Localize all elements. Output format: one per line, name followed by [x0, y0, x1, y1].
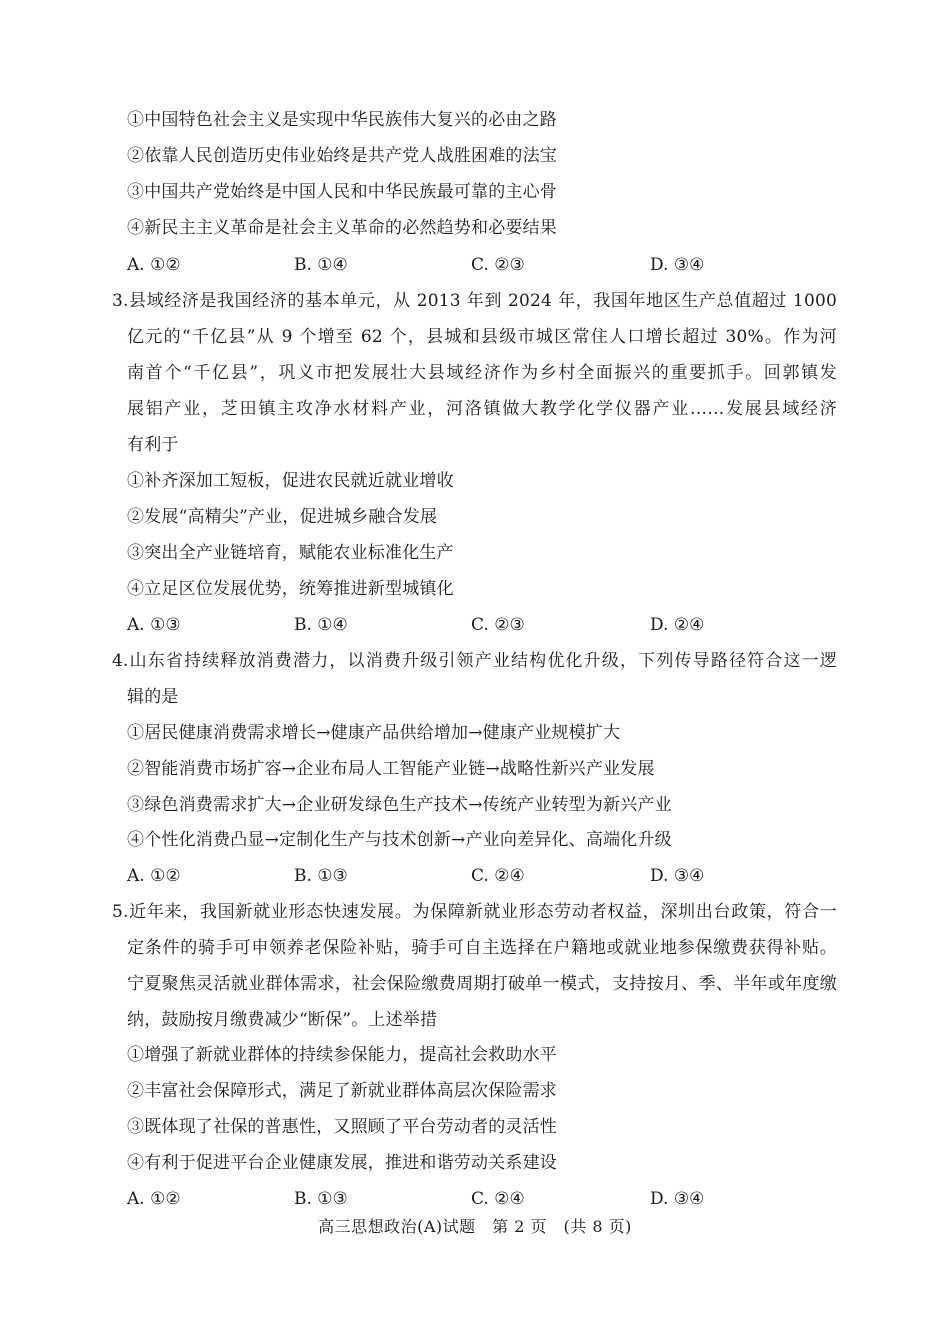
q4-option-b: B. ①③ — [294, 866, 348, 886]
q3-option-b: B. ①④ — [294, 615, 348, 635]
q5-item-1: ①增强了新就业群体的持续参保能力，提高社会救助水平 — [127, 1045, 557, 1065]
page-footer: 高三思想政治(A)试题 第 2 页 (共 8 页) — [318, 1217, 632, 1236]
q5-option-b: B. ①③ — [294, 1189, 348, 1209]
q2-options — [127, 253, 837, 277]
q5-item-2: ②丰富社会保障形式，满足了新就业群体高层次保险需求 — [127, 1081, 557, 1101]
q5-stem-line-2: 定条件的骑手可申领养老保险补贴，骑手可自主选择在户籍地或就业地参保缴费获得补贴。 — [127, 938, 837, 958]
q3-option-a: A. ①③ — [127, 615, 181, 635]
q3-stem-line-4: 展铝产业，芝田镇主攻净水材料产业，河洛镇做大教学化学仪器产业……发展县域经济 — [127, 399, 837, 419]
q4-option-c: C. ②④ — [471, 866, 525, 886]
q3-stem-line-5: 有利于 — [127, 435, 179, 455]
q5-option-a: A. ①② — [127, 1189, 181, 1209]
q4-options — [127, 864, 837, 888]
q5-item-4: ④有利于促进平台企业健康发展，推进和谐劳动关系建设 — [127, 1153, 557, 1173]
q3-options — [127, 613, 837, 637]
q2-option-d: D. ③④ — [650, 255, 705, 275]
q2-item-2: ②依靠人民创造历史伟业始终是共产党人战胜困难的法宝 — [127, 146, 557, 166]
q2-option-b: B. ①④ — [294, 255, 348, 275]
q3-option-c: C. ②③ — [471, 615, 525, 635]
q4-item-4: ④个性化消费凸显→定制化生产与技术创新→产业向差异化、高端化升级 — [127, 830, 672, 850]
q5-stem-line-3: 宁夏聚焦灵活就业群体需求，社会保险缴费周期打破单一模式，支持按月、季、半年或年度缴 — [127, 974, 837, 994]
q4-option-d: D. ③④ — [650, 866, 705, 886]
q3-stem-line-2: 亿元的“千亿县”从 9 个增至 62 个，县城和县级市城区常住人口增长超过 30%。作为河 — [127, 327, 837, 347]
q4-item-2: ②智能消费市场扩容→企业布局人工智能产业链→战略性新兴产业发展 — [127, 759, 655, 779]
q4-option-a: A. ①② — [127, 866, 181, 886]
q4-item-1: ①居民健康消费需求增长→健康产品供给增加→健康产业规模扩大 — [127, 723, 621, 743]
q3-option-d: D. ②④ — [650, 615, 705, 635]
q3-item-4: ④立足区位发展优势，统筹推进新型城镇化 — [127, 579, 454, 599]
q2-item-1: ①中国特色社会主义是实现中华民族伟大复兴的必由之路 — [127, 110, 557, 130]
q5-option-d: D. ③④ — [650, 1189, 705, 1209]
q2-option-c: C. ②③ — [471, 255, 525, 275]
q5-options — [127, 1187, 837, 1211]
q3-stem-line-3: 南首个“千亿县”，巩义市把发展壮大县域经济作为乡村全面振兴的重要抓手。回郭镇发 — [127, 363, 837, 383]
q5-stem-line-4: 纳，鼓励按月缴费减少“断保”。上述举措 — [127, 1010, 438, 1030]
q2-item-4: ④新民主主义革命是社会主义革命的必然趋势和必要结果 — [127, 218, 557, 238]
q3-stem-line-1: 3.县域经济是我国经济的基本单元，从 2013 年到 2024 年，我国年地区生产总值超过 1000 — [112, 291, 837, 311]
q3-item-1: ①补齐深加工短板，促进农民就近就业增收 — [127, 471, 454, 491]
q4-stem-line-1: 4.山东省持续释放消费潜力，以消费升级引领产业结构优化升级，下列传导路径符合这一逻 — [112, 651, 837, 671]
q3-item-2: ②发展“高精尖”产业，促进城乡融合发展 — [127, 507, 438, 527]
q5-option-c: C. ②④ — [471, 1189, 525, 1209]
q5-stem-line-1: 5.近年来，我国新就业形态快速发展。为保障新就业形态劳动者权益，深圳出台政策，符合一 — [112, 902, 837, 922]
q5-item-3: ③既体现了社保的普惠性，又照顾了平台劳动者的灵活性 — [127, 1117, 557, 1137]
q4-item-3: ③绿色消费需求扩大→企业研发绿色生产技术→传统产业转型为新兴产业 — [127, 795, 672, 815]
q2-item-3: ③中国共产党始终是中国人民和中华民族最可靠的主心骨 — [127, 182, 557, 202]
q3-item-3: ③突出全产业链培育，赋能农业标准化生产 — [127, 543, 454, 563]
q2-option-a: A. ①② — [127, 255, 181, 275]
q4-stem-line-2: 辑的是 — [127, 687, 179, 707]
